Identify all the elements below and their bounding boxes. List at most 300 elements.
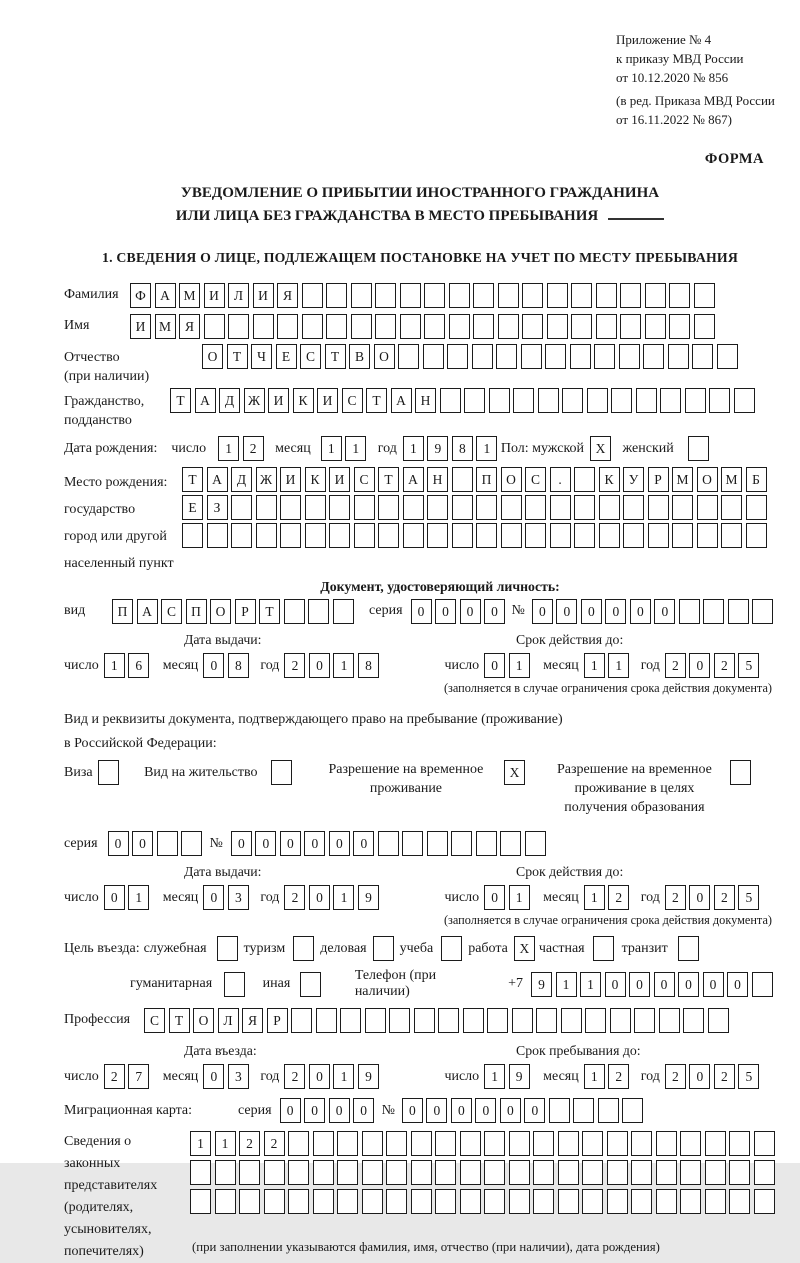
char-cell[interactable]: Т — [325, 344, 346, 369]
char-cell[interactable] — [562, 388, 583, 413]
char-cell[interactable]: Т — [182, 467, 203, 492]
checkbox-study[interactable] — [441, 936, 462, 961]
char-cell[interactable] — [313, 1131, 334, 1156]
char-cell[interactable] — [547, 283, 568, 308]
char-cell[interactable]: 1 — [321, 436, 342, 461]
char-cell[interactable] — [619, 344, 640, 369]
char-cell[interactable] — [333, 599, 354, 624]
char-cell[interactable] — [746, 495, 767, 520]
char-cell[interactable]: 1 — [556, 972, 577, 997]
char-cell[interactable]: 2 — [665, 885, 686, 910]
char-cell[interactable]: Т — [378, 467, 399, 492]
char-cell[interactable]: 3 — [228, 885, 249, 910]
char-cell[interactable] — [427, 495, 448, 520]
char-cell[interactable] — [672, 495, 693, 520]
char-cell[interactable] — [599, 495, 620, 520]
char-cell[interactable] — [717, 344, 738, 369]
char-cell[interactable]: 2 — [284, 885, 305, 910]
char-cell[interactable]: А — [137, 599, 158, 624]
char-cell[interactable] — [545, 344, 566, 369]
char-cell[interactable]: 0 — [304, 1098, 325, 1123]
char-cell[interactable] — [501, 523, 522, 548]
char-cell[interactable] — [656, 1160, 677, 1185]
char-cell[interactable] — [582, 1131, 603, 1156]
char-cell[interactable] — [754, 1131, 775, 1156]
char-cell[interactable] — [668, 344, 689, 369]
char-cell[interactable] — [496, 344, 517, 369]
char-cell[interactable] — [734, 388, 755, 413]
char-cell[interactable] — [386, 1189, 407, 1214]
char-cell[interactable] — [607, 1131, 628, 1156]
char-cell[interactable]: 8 — [358, 653, 379, 678]
char-cell[interactable] — [435, 1189, 456, 1214]
char-cell[interactable] — [611, 388, 632, 413]
char-cell[interactable] — [705, 1160, 726, 1185]
char-cell[interactable] — [476, 523, 497, 548]
char-cell[interactable]: И — [329, 467, 350, 492]
char-cell[interactable]: 5 — [738, 1064, 759, 1089]
char-cell[interactable] — [411, 1160, 432, 1185]
char-cell[interactable]: 1 — [190, 1131, 211, 1156]
char-cell[interactable] — [610, 1008, 631, 1033]
char-cell[interactable]: Т — [227, 344, 248, 369]
char-cell[interactable]: 9 — [427, 436, 448, 461]
char-cell[interactable] — [313, 1160, 334, 1185]
char-cell[interactable]: 1 — [509, 653, 530, 678]
char-cell[interactable]: С — [144, 1008, 165, 1033]
char-cell[interactable] — [484, 1131, 505, 1156]
char-cell[interactable] — [484, 1160, 505, 1185]
char-cell[interactable] — [473, 314, 494, 339]
char-cell[interactable] — [424, 283, 445, 308]
char-cell[interactable]: 0 — [411, 599, 432, 624]
char-cell[interactable] — [411, 1131, 432, 1156]
char-cell[interactable]: 2 — [608, 885, 629, 910]
char-cell[interactable]: 1 — [584, 653, 605, 678]
char-cell[interactable]: 2 — [239, 1131, 260, 1156]
char-cell[interactable]: З — [207, 495, 228, 520]
char-cell[interactable]: Я — [179, 314, 200, 339]
char-cell[interactable]: 0 — [104, 885, 125, 910]
char-cell[interactable]: 0 — [460, 599, 481, 624]
char-cell[interactable] — [351, 283, 372, 308]
char-cell[interactable] — [204, 314, 225, 339]
char-cell[interactable] — [288, 1131, 309, 1156]
char-cell[interactable] — [636, 388, 657, 413]
char-cell[interactable] — [435, 1160, 456, 1185]
char-cell[interactable] — [451, 831, 472, 856]
char-cell[interactable] — [708, 1008, 729, 1033]
char-cell[interactable] — [378, 495, 399, 520]
char-cell[interactable]: 0 — [353, 1098, 374, 1123]
char-cell[interactable]: 0 — [629, 972, 650, 997]
char-cell[interactable] — [182, 523, 203, 548]
char-cell[interactable] — [313, 1189, 334, 1214]
char-cell[interactable] — [463, 1008, 484, 1033]
char-cell[interactable] — [452, 523, 473, 548]
char-cell[interactable]: И — [268, 388, 289, 413]
char-cell[interactable] — [728, 599, 749, 624]
char-cell[interactable]: 0 — [329, 1098, 350, 1123]
char-cell[interactable]: 2 — [104, 1064, 125, 1089]
char-cell[interactable] — [634, 1008, 655, 1033]
char-cell[interactable] — [513, 388, 534, 413]
char-cell[interactable] — [509, 1160, 530, 1185]
char-cell[interactable]: 0 — [475, 1098, 496, 1123]
char-cell[interactable] — [582, 1189, 603, 1214]
char-cell[interactable] — [587, 388, 608, 413]
char-cell[interactable] — [680, 1131, 701, 1156]
char-cell[interactable] — [447, 344, 468, 369]
char-cell[interactable] — [302, 314, 323, 339]
checkbox-humanitarian[interactable] — [224, 972, 245, 997]
char-cell[interactable] — [729, 1189, 750, 1214]
char-cell[interactable]: Л — [228, 283, 249, 308]
char-cell[interactable] — [256, 495, 277, 520]
char-cell[interactable]: 5 — [738, 885, 759, 910]
char-cell[interactable] — [648, 495, 669, 520]
char-cell[interactable] — [549, 1098, 570, 1123]
char-cell[interactable] — [685, 388, 706, 413]
char-cell[interactable]: 1 — [484, 1064, 505, 1089]
char-cell[interactable]: 0 — [203, 1064, 224, 1089]
char-cell[interactable] — [378, 831, 399, 856]
checkbox-business[interactable] — [373, 936, 394, 961]
char-cell[interactable]: Ж — [256, 467, 277, 492]
checkbox-transit[interactable] — [678, 936, 699, 961]
char-cell[interactable] — [354, 495, 375, 520]
char-cell[interactable]: О — [210, 599, 231, 624]
char-cell[interactable] — [659, 1008, 680, 1033]
char-cell[interactable]: П — [476, 467, 497, 492]
char-cell[interactable] — [729, 1131, 750, 1156]
char-cell[interactable] — [550, 523, 571, 548]
char-cell[interactable]: 0 — [689, 653, 710, 678]
char-cell[interactable]: 0 — [280, 831, 301, 856]
char-cell[interactable] — [291, 1008, 312, 1033]
char-cell[interactable]: В — [349, 344, 370, 369]
char-cell[interactable]: 0 — [484, 653, 505, 678]
char-cell[interactable] — [215, 1160, 236, 1185]
char-cell[interactable]: Е — [182, 495, 203, 520]
char-cell[interactable] — [645, 314, 666, 339]
char-cell[interactable]: 2 — [284, 1064, 305, 1089]
char-cell[interactable] — [354, 523, 375, 548]
char-cell[interactable] — [585, 1008, 606, 1033]
char-cell[interactable]: Ж — [244, 388, 265, 413]
char-cell[interactable]: 9 — [358, 885, 379, 910]
char-cell[interactable]: С — [354, 467, 375, 492]
char-cell[interactable]: М — [672, 467, 693, 492]
char-cell[interactable]: А — [207, 467, 228, 492]
char-cell[interactable] — [484, 1189, 505, 1214]
char-cell[interactable]: 0 — [426, 1098, 447, 1123]
checkbox-edu-permit[interactable] — [730, 760, 751, 785]
char-cell[interactable]: 5 — [738, 653, 759, 678]
char-cell[interactable] — [660, 388, 681, 413]
char-cell[interactable] — [326, 283, 347, 308]
char-cell[interactable] — [305, 495, 326, 520]
char-cell[interactable]: 2 — [264, 1131, 285, 1156]
checkbox-private[interactable] — [593, 936, 614, 961]
char-cell[interactable] — [509, 1189, 530, 1214]
char-cell[interactable] — [452, 495, 473, 520]
char-cell[interactable]: 9 — [509, 1064, 530, 1089]
char-cell[interactable] — [337, 1189, 358, 1214]
char-cell[interactable]: 1 — [333, 1064, 354, 1089]
char-cell[interactable] — [277, 314, 298, 339]
char-cell[interactable]: 0 — [654, 599, 675, 624]
char-cell[interactable]: 0 — [605, 599, 626, 624]
char-cell[interactable]: 0 — [678, 972, 699, 997]
char-cell[interactable]: П — [112, 599, 133, 624]
char-cell[interactable] — [460, 1189, 481, 1214]
char-cell[interactable]: 0 — [605, 972, 626, 997]
char-cell[interactable]: К — [293, 388, 314, 413]
char-cell[interactable]: А — [403, 467, 424, 492]
char-cell[interactable] — [672, 523, 693, 548]
char-cell[interactable]: Р — [267, 1008, 288, 1033]
char-cell[interactable] — [631, 1160, 652, 1185]
char-cell[interactable]: 2 — [608, 1064, 629, 1089]
char-cell[interactable] — [705, 1131, 726, 1156]
char-cell[interactable] — [703, 599, 724, 624]
char-cell[interactable]: 1 — [333, 885, 354, 910]
char-cell[interactable] — [400, 283, 421, 308]
char-cell[interactable]: Т — [170, 388, 191, 413]
char-cell[interactable]: . — [550, 467, 571, 492]
char-cell[interactable] — [680, 1189, 701, 1214]
char-cell[interactable] — [669, 314, 690, 339]
char-cell[interactable] — [449, 314, 470, 339]
char-cell[interactable]: И — [253, 283, 274, 308]
char-cell[interactable]: 2 — [714, 1064, 735, 1089]
char-cell[interactable]: Л — [218, 1008, 239, 1033]
char-cell[interactable] — [550, 495, 571, 520]
char-cell[interactable]: А — [391, 388, 412, 413]
char-cell[interactable] — [721, 523, 742, 548]
char-cell[interactable] — [351, 314, 372, 339]
char-cell[interactable]: 0 — [689, 885, 710, 910]
char-cell[interactable]: М — [155, 314, 176, 339]
char-cell[interactable]: 0 — [309, 653, 330, 678]
char-cell[interactable] — [288, 1189, 309, 1214]
char-cell[interactable]: Т — [169, 1008, 190, 1033]
char-cell[interactable]: 7 — [128, 1064, 149, 1089]
char-cell[interactable] — [452, 467, 473, 492]
char-cell[interactable]: 0 — [304, 831, 325, 856]
char-cell[interactable]: 1 — [580, 972, 601, 997]
char-cell[interactable]: 0 — [203, 885, 224, 910]
char-cell[interactable] — [460, 1131, 481, 1156]
char-cell[interactable] — [414, 1008, 435, 1033]
checkbox-work[interactable]: X — [514, 936, 535, 961]
checkbox-female[interactable] — [688, 436, 709, 461]
char-cell[interactable] — [571, 314, 592, 339]
char-cell[interactable]: 0 — [255, 831, 276, 856]
char-cell[interactable]: М — [721, 467, 742, 492]
char-cell[interactable]: 1 — [584, 1064, 605, 1089]
char-cell[interactable] — [622, 1098, 643, 1123]
char-cell[interactable]: 9 — [358, 1064, 379, 1089]
char-cell[interactable]: 6 — [128, 653, 149, 678]
char-cell[interactable]: Я — [277, 283, 298, 308]
char-cell[interactable] — [362, 1131, 383, 1156]
char-cell[interactable] — [754, 1160, 775, 1185]
char-cell[interactable] — [573, 1098, 594, 1123]
char-cell[interactable]: 2 — [714, 885, 735, 910]
char-cell[interactable] — [571, 283, 592, 308]
char-cell[interactable]: 0 — [435, 599, 456, 624]
char-cell[interactable]: 1 — [104, 653, 125, 678]
char-cell[interactable]: 0 — [556, 599, 577, 624]
char-cell[interactable] — [645, 283, 666, 308]
char-cell[interactable] — [449, 283, 470, 308]
char-cell[interactable]: Н — [415, 388, 436, 413]
char-cell[interactable]: 0 — [484, 599, 505, 624]
char-cell[interactable]: С — [161, 599, 182, 624]
char-cell[interactable] — [386, 1160, 407, 1185]
char-cell[interactable] — [558, 1189, 579, 1214]
char-cell[interactable] — [386, 1131, 407, 1156]
char-cell[interactable] — [570, 344, 591, 369]
char-cell[interactable]: 1 — [584, 885, 605, 910]
char-cell[interactable]: 0 — [703, 972, 724, 997]
char-cell[interactable]: 1 — [476, 436, 497, 461]
char-cell[interactable] — [561, 1008, 582, 1033]
char-cell[interactable]: С — [342, 388, 363, 413]
char-cell[interactable] — [190, 1189, 211, 1214]
char-cell[interactable] — [509, 1131, 530, 1156]
char-cell[interactable] — [411, 1189, 432, 1214]
char-cell[interactable]: Р — [235, 599, 256, 624]
char-cell[interactable]: 1 — [608, 653, 629, 678]
checkbox-official[interactable] — [217, 936, 238, 961]
char-cell[interactable]: И — [317, 388, 338, 413]
char-cell[interactable] — [594, 344, 615, 369]
char-cell[interactable]: И — [130, 314, 151, 339]
char-cell[interactable]: 9 — [531, 972, 552, 997]
char-cell[interactable] — [620, 314, 641, 339]
char-cell[interactable] — [340, 1008, 361, 1033]
char-cell[interactable]: 0 — [451, 1098, 472, 1123]
char-cell[interactable]: 0 — [309, 885, 330, 910]
char-cell[interactable] — [476, 831, 497, 856]
char-cell[interactable]: О — [374, 344, 395, 369]
char-cell[interactable]: 2 — [665, 653, 686, 678]
char-cell[interactable] — [623, 523, 644, 548]
char-cell[interactable]: 0 — [727, 972, 748, 997]
char-cell[interactable] — [264, 1160, 285, 1185]
char-cell[interactable]: 0 — [329, 831, 350, 856]
char-cell[interactable] — [533, 1189, 554, 1214]
char-cell[interactable] — [669, 283, 690, 308]
checkbox-male[interactable]: X — [590, 436, 611, 461]
char-cell[interactable] — [648, 523, 669, 548]
char-cell[interactable]: 0 — [654, 972, 675, 997]
char-cell[interactable]: 1 — [403, 436, 424, 461]
char-cell[interactable]: 0 — [524, 1098, 545, 1123]
char-cell[interactable] — [721, 495, 742, 520]
char-cell[interactable] — [207, 523, 228, 548]
char-cell[interactable] — [231, 523, 252, 548]
char-cell[interactable] — [607, 1189, 628, 1214]
char-cell[interactable]: Ф — [130, 283, 151, 308]
char-cell[interactable]: 0 — [309, 1064, 330, 1089]
char-cell[interactable] — [631, 1131, 652, 1156]
char-cell[interactable] — [181, 831, 202, 856]
char-cell[interactable] — [464, 388, 485, 413]
char-cell[interactable] — [316, 1008, 337, 1033]
char-cell[interactable] — [521, 344, 542, 369]
char-cell[interactable]: 0 — [231, 831, 252, 856]
char-cell[interactable]: 0 — [532, 599, 553, 624]
char-cell[interactable] — [239, 1189, 260, 1214]
char-cell[interactable] — [389, 1008, 410, 1033]
char-cell[interactable]: 2 — [284, 653, 305, 678]
char-cell[interactable] — [574, 467, 595, 492]
char-cell[interactable] — [231, 495, 252, 520]
char-cell[interactable] — [487, 1008, 508, 1033]
char-cell[interactable]: И — [280, 467, 301, 492]
char-cell[interactable] — [582, 1160, 603, 1185]
char-cell[interactable]: Б — [746, 467, 767, 492]
char-cell[interactable] — [424, 314, 445, 339]
char-cell[interactable]: О — [501, 467, 522, 492]
char-cell[interactable]: 1 — [215, 1131, 236, 1156]
char-cell[interactable] — [596, 314, 617, 339]
char-cell[interactable] — [680, 1160, 701, 1185]
char-cell[interactable]: О — [202, 344, 223, 369]
char-cell[interactable] — [752, 599, 773, 624]
char-cell[interactable]: 1 — [128, 885, 149, 910]
char-cell[interactable] — [329, 495, 350, 520]
checkbox-visa[interactable] — [98, 760, 119, 785]
char-cell[interactable]: 0 — [280, 1098, 301, 1123]
char-cell[interactable]: 3 — [228, 1064, 249, 1089]
char-cell[interactable]: 0 — [581, 599, 602, 624]
char-cell[interactable]: А — [195, 388, 216, 413]
char-cell[interactable]: 0 — [353, 831, 374, 856]
char-cell[interactable] — [239, 1160, 260, 1185]
char-cell[interactable] — [679, 599, 700, 624]
char-cell[interactable]: Е — [276, 344, 297, 369]
char-cell[interactable]: 0 — [484, 885, 505, 910]
char-cell[interactable]: У — [623, 467, 644, 492]
char-cell[interactable]: К — [305, 467, 326, 492]
char-cell[interactable] — [302, 283, 323, 308]
char-cell[interactable] — [525, 831, 546, 856]
char-cell[interactable] — [643, 344, 664, 369]
char-cell[interactable] — [472, 344, 493, 369]
char-cell[interactable]: Д — [219, 388, 240, 413]
char-cell[interactable] — [533, 1131, 554, 1156]
char-cell[interactable]: Д — [231, 467, 252, 492]
char-cell[interactable]: Т — [366, 388, 387, 413]
char-cell[interactable] — [522, 314, 543, 339]
char-cell[interactable]: К — [599, 467, 620, 492]
char-cell[interactable]: 1 — [345, 436, 366, 461]
char-cell[interactable] — [256, 523, 277, 548]
char-cell[interactable]: 0 — [689, 1064, 710, 1089]
char-cell[interactable] — [522, 283, 543, 308]
char-cell[interactable] — [547, 314, 568, 339]
char-cell[interactable] — [288, 1160, 309, 1185]
char-cell[interactable]: Р — [648, 467, 669, 492]
char-cell[interactable] — [709, 388, 730, 413]
char-cell[interactable]: Я — [242, 1008, 263, 1033]
char-cell[interactable] — [337, 1160, 358, 1185]
